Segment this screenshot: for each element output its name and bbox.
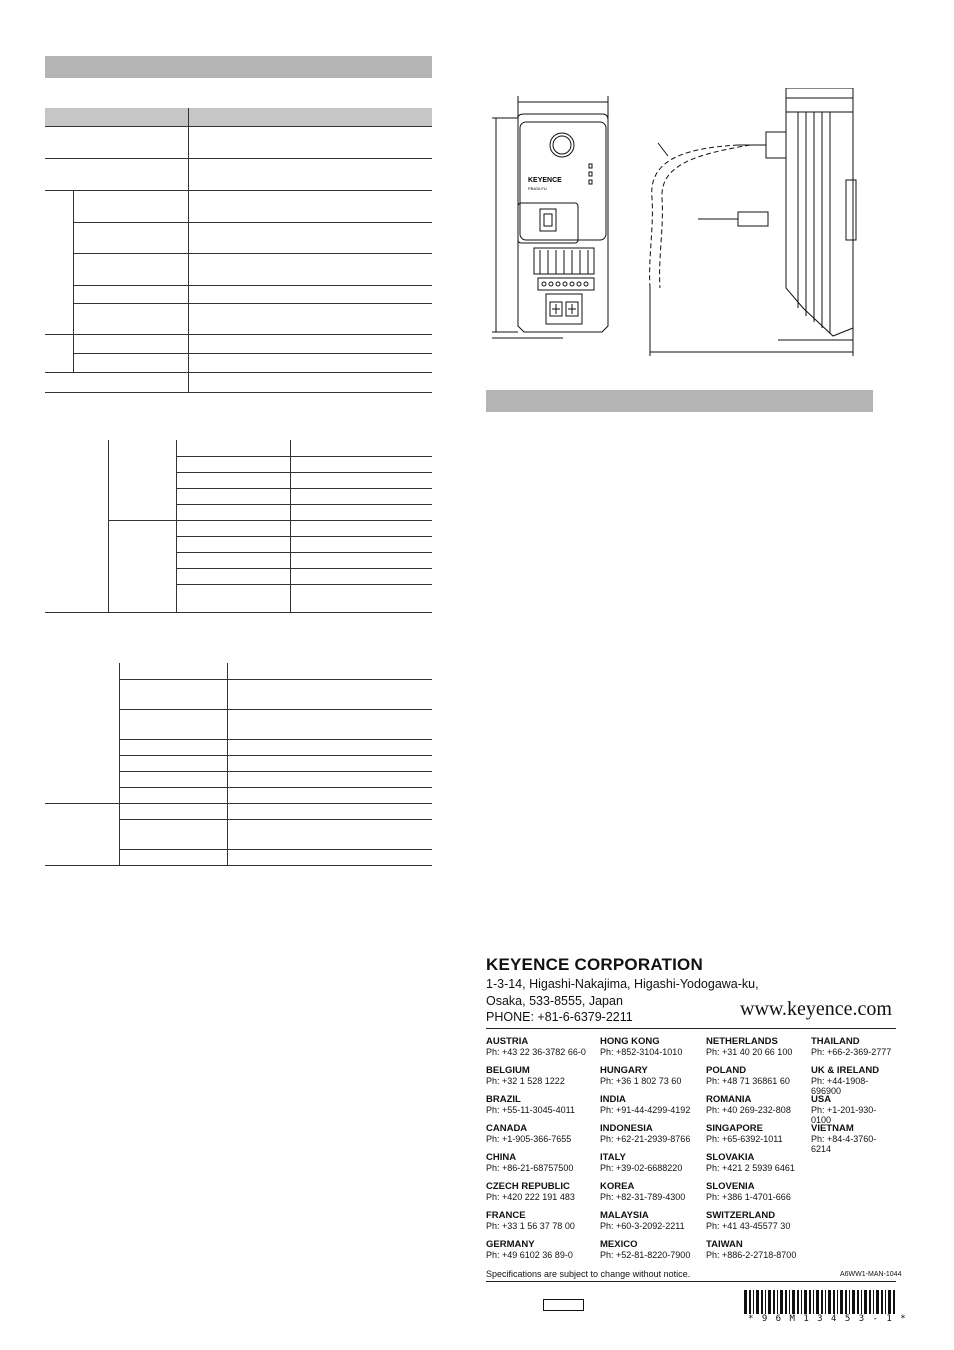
office-entry: BELGIUM Ph: +32 1 528 1222 <box>486 1065 565 1086</box>
barcode-bar <box>821 1290 823 1314</box>
barcode-bar <box>792 1290 795 1314</box>
specifications-section-bar <box>45 56 432 78</box>
office-column-4 <box>811 1036 896 1152</box>
barcode-bar <box>873 1290 874 1314</box>
device-model-label: PB400-FU <box>528 186 547 191</box>
barcode-bar <box>813 1290 814 1314</box>
change-notice: Specifications are subject to change without notice. <box>486 1269 691 1279</box>
divider-bottom <box>486 1281 896 1282</box>
barcode-text: * 9 6 M 1 3 4 5 3 - 1 * <box>748 1314 908 1324</box>
office-entry: GERMANY Ph: +49 6102 36 89-0 <box>486 1239 573 1260</box>
barcode-bar <box>864 1290 867 1314</box>
office-entry: VIETNAM Ph: +84-4-3760-6214 <box>811 1123 877 1154</box>
office-entry: SLOVAKIA Ph: +421 2 5939 6461 <box>706 1152 795 1173</box>
barcode-bar <box>881 1290 883 1314</box>
office-entry: CHINA Ph: +86-21-68757500 <box>486 1152 574 1173</box>
spec-table-1-last-row <box>45 373 432 393</box>
office-column-3 <box>706 1036 810 1268</box>
barcode-bar <box>833 1290 835 1314</box>
barcode-bar <box>837 1290 838 1314</box>
office-entry: MEXICO Ph: +52-81-8220-7900 <box>600 1239 691 1260</box>
office-entry: FRANCE Ph: +33 1 56 37 78 00 <box>486 1210 575 1231</box>
barcode-bar <box>840 1290 843 1314</box>
divider-top <box>486 1028 896 1029</box>
company-phone: PHONE: +81-6-6379-2211 <box>486 1010 633 1024</box>
barcode-bar <box>816 1290 819 1314</box>
barcode-bar <box>825 1290 826 1314</box>
barcode-bar <box>869 1290 871 1314</box>
office-column-2 <box>600 1036 704 1268</box>
barcode-bar <box>773 1290 775 1314</box>
company-website[interactable]: www.keyence.com <box>740 998 892 1020</box>
office-entry: NETHERLANDS Ph: +31 40 20 66 100 <box>706 1036 793 1057</box>
barcode-bar <box>789 1290 790 1314</box>
barcode-bar <box>857 1290 859 1314</box>
office-entry: TAIWAN Ph: +886-2-2718-8700 <box>706 1239 797 1260</box>
spec-table-1-group-b <box>45 334 432 373</box>
barcode-bar <box>885 1290 886 1314</box>
spec-table-1 <box>45 108 432 191</box>
office-entry: BRAZIL Ph: +55-11-3045-4011 <box>486 1094 575 1115</box>
device-brand-label: KEYENCE <box>528 177 562 184</box>
barcode-bar <box>780 1290 783 1314</box>
office-entry: SINGAPORE Ph: +65-6392-1011 <box>706 1123 783 1144</box>
barcode-bar <box>801 1290 802 1314</box>
office-entry: MALAYSIA Ph: +60-3-2092-2211 <box>600 1210 685 1231</box>
company-address-line1: 1-3-14, Higashi-Nakajima, Higashi-Yodogawa-ku, <box>486 977 759 991</box>
barcode-bar <box>765 1290 766 1314</box>
barcode-bar <box>753 1290 754 1314</box>
office-entry: CZECH REPUBLIC Ph: +420 222 191 483 <box>486 1181 575 1202</box>
office-entry: SWITZERLAND Ph: +41 43-45577 30 <box>706 1210 791 1231</box>
barcode-bar <box>804 1290 807 1314</box>
right-section-bar <box>486 390 873 412</box>
barcode-bar <box>768 1290 771 1314</box>
barcode-bar <box>845 1290 847 1314</box>
dimension-drawing <box>488 88 873 360</box>
office-entry: ROMANIA Ph: +40 269-232-808 <box>706 1094 791 1115</box>
barcode-bar <box>828 1290 831 1314</box>
barcode-bar <box>888 1290 891 1314</box>
office-entry: USA Ph: +1-201-930-0100 <box>811 1094 877 1125</box>
spec-table-3 <box>45 663 432 866</box>
barcode-bar <box>861 1290 862 1314</box>
barcode-bar <box>749 1290 751 1314</box>
office-entry: CANADA Ph: +1-905-366-7655 <box>486 1123 572 1144</box>
office-entry: INDONESIA Ph: +62-21-2939-8766 <box>600 1123 691 1144</box>
office-entry: POLAND Ph: +48 71 36861 60 <box>706 1065 790 1086</box>
company-address-line2: Osaka, 533-8555, Japan <box>486 994 623 1008</box>
office-entry: KOREA Ph: +82-31-789-4300 <box>600 1181 686 1202</box>
document-code: A6WW1-MAN-1044 <box>840 1271 902 1278</box>
office-column-1 <box>486 1036 596 1268</box>
office-entry: HONG KONG Ph: +852-3104-1010 <box>600 1036 683 1057</box>
office-entry: THAILAND Ph: +66-2-369-2777 <box>811 1036 892 1057</box>
barcode-bar <box>893 1290 895 1314</box>
barcode-bar <box>849 1290 850 1314</box>
barcode-bar <box>785 1290 787 1314</box>
office-entry: AUSTRIA Ph: +43 22 36-3782 66-0 <box>486 1036 586 1057</box>
office-directory <box>486 1036 896 1268</box>
office-entry: ITALY Ph: +39-02-6688220 <box>600 1152 683 1173</box>
office-entry: HUNGARY Ph: +36 1 802 73 60 <box>600 1065 682 1086</box>
barcode-bar <box>761 1290 763 1314</box>
company-name: KEYENCE CORPORATION <box>486 955 703 974</box>
print-box <box>543 1299 584 1311</box>
spec-table-1-group-a <box>45 190 432 335</box>
barcode-bar <box>744 1290 747 1314</box>
office-entry: UK & IRELAND Ph: +44-1908-696900 <box>811 1065 880 1096</box>
barcode-bar <box>777 1290 778 1314</box>
barcode-bar <box>797 1290 799 1314</box>
barcode-bar <box>809 1290 811 1314</box>
barcode-bar <box>756 1290 759 1314</box>
spec-table-2 <box>45 440 432 613</box>
barcode <box>744 1290 896 1316</box>
office-entry: SLOVENIA Ph: +386 1-4701-666 <box>706 1181 791 1202</box>
office-entry: INDIA Ph: +91-44-4299-4192 <box>600 1094 691 1115</box>
barcode-bar <box>852 1290 855 1314</box>
barcode-bar <box>876 1290 879 1314</box>
